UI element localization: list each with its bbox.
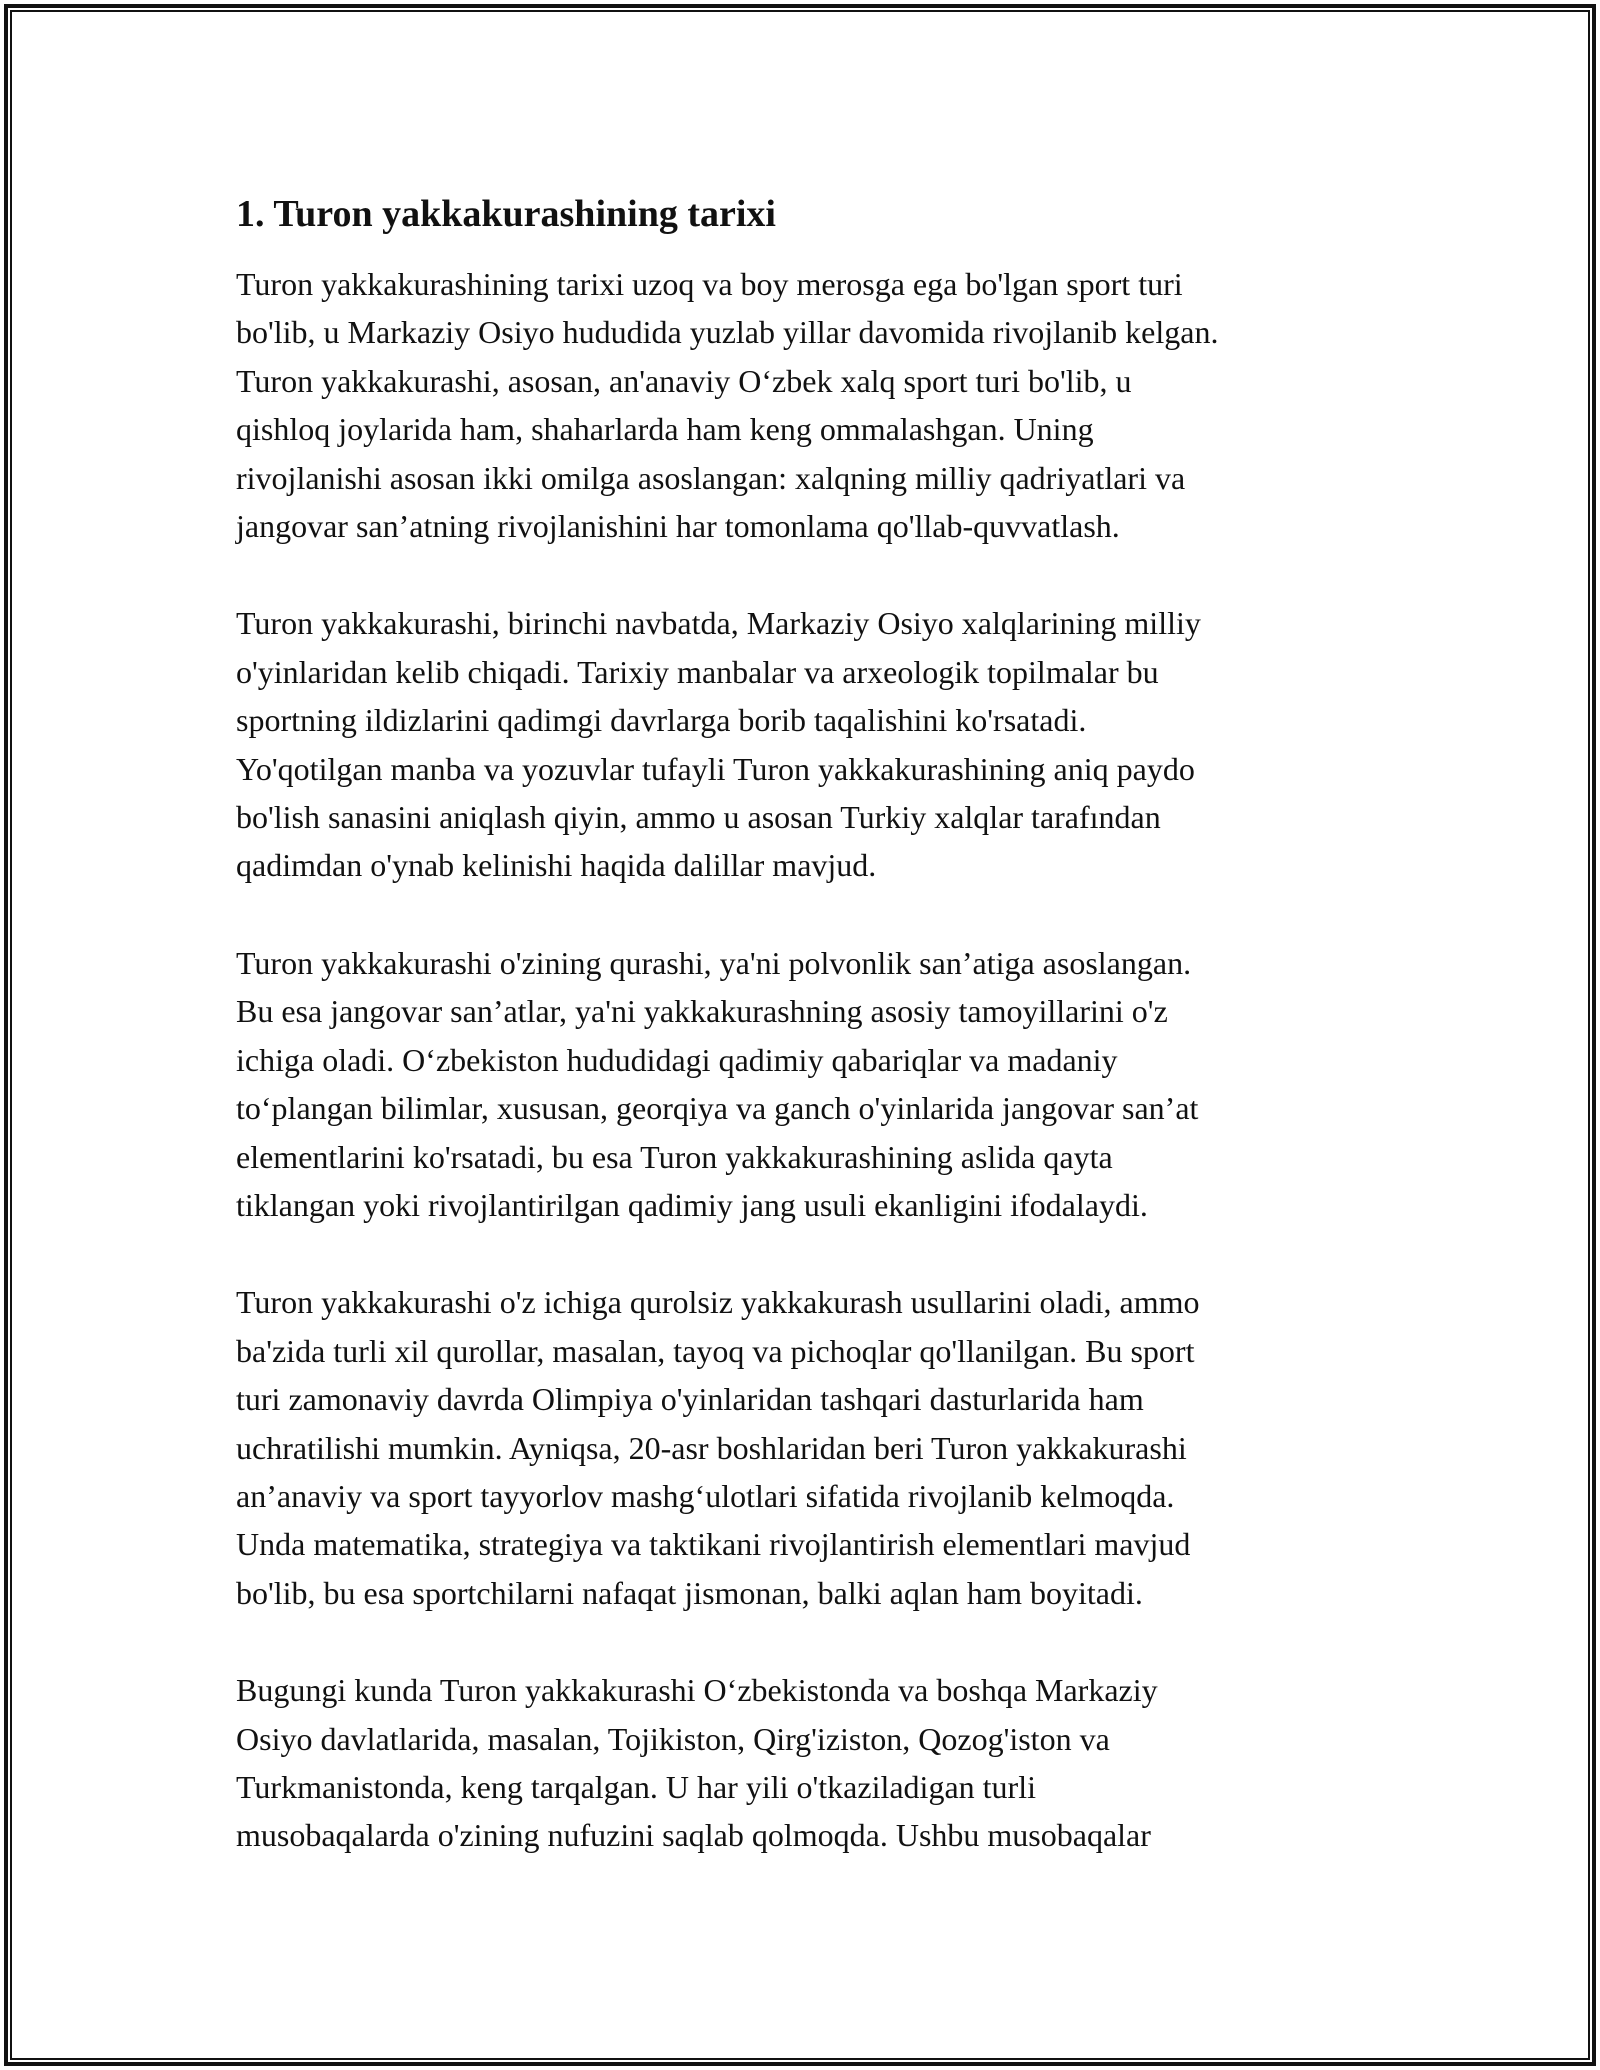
text-line: tiklangan yoki rivojlantirilgan qadimiy jang usuli ekanligini ifodalaydi. bbox=[236, 1186, 1148, 1223]
text-line: Unda matematika, strategiya va taktikani rivojlantirish elementlari mavjud bbox=[236, 1526, 1191, 1563]
text-line: elementlarini ko'rsatadi, bu esa Turon yakkakurashining aslida qayta bbox=[236, 1138, 1113, 1175]
text-line: bo'lib, bu esa sportchilarni nafaqat jismonan, balki aqlan ham boyitadi. bbox=[236, 1574, 1143, 1611]
text-line: ichiga oladi. O‘zbekiston hududidagi qadimiy qabariqlar va madaniy bbox=[236, 1041, 1118, 1078]
text-line: qadimdan o'ynab kelinishi haqida dalillar mavjud. bbox=[236, 847, 877, 884]
document-body bbox=[236, 186, 1396, 1860]
paragraph-5 bbox=[236, 1666, 1396, 1860]
text-line: Osiyo davlatlarida, masalan, Tojikiston, Qirg'iziston, Qozog'iston va bbox=[236, 1720, 1110, 1757]
text-line: to‘plangan bilimlar, xususan, georqiya va ganch o'yinlarida jangovar san’at bbox=[236, 1090, 1199, 1127]
text-line: musobaqalarda o'zining nufuzini saqlab qolmoqda. Ushbu musobaqalar bbox=[236, 1817, 1151, 1854]
text-line: jangovar san’atning rivojlanishini har tomonlama qo'llab-quvvatlash. bbox=[236, 508, 1120, 545]
text-line: Turon yakkakurashi o'zining qurashi, ya'ni polvonlik san’atiga asoslangan. bbox=[236, 944, 1192, 981]
text-line: qishloq joylarida ham, shaharlarda ham keng ommalashgan. Uning bbox=[236, 411, 1094, 448]
text-line: turi zamonaviy davrda Olimpiya o'yinlaridan tashqari dasturlarida ham bbox=[236, 1381, 1144, 1418]
text-line: bo'lish sanasini aniqlash qiyin, ammo u asosan Turkiy xalqlar tarafından bbox=[236, 799, 1161, 836]
section-heading: 1. Turon yakkakurashining tarixi bbox=[236, 193, 776, 235]
text-line: Bu esa jangovar san’atlar, ya'ni yakkakurashning asosiy tamoyillarini o'z bbox=[236, 993, 1168, 1030]
text-line: uchratilishi mumkin. Ayniqsa, 20-asr boshlaridan beri Turon yakkakurashi bbox=[236, 1429, 1187, 1466]
text-line: Yo'qotilgan manba va yozuvlar tufayli Turon yakkakurashining aniq paydo bbox=[236, 750, 1195, 787]
text-line: ba'zida turli xil qurollar, masalan, tayoq va pichoqlar qo'llanilgan. Bu sport bbox=[236, 1332, 1195, 1369]
paragraph-list bbox=[236, 260, 1396, 1860]
text-line: sportning ildizlarini qadimgi davrlarga borib taqalishini ko'rsatadi. bbox=[236, 702, 1087, 739]
paragraph-4 bbox=[236, 1278, 1396, 1617]
paragraph-1 bbox=[236, 260, 1396, 550]
text-line: Turon yakkakurashi, birinchi navbatda, Markaziy Osiyo xalqlarining milliy bbox=[236, 605, 1201, 642]
text-line: bo'lib, u Markaziy Osiyo hududida yuzlab yillar davomida rivojlanib kelgan. bbox=[236, 314, 1219, 351]
text-line: an’anaviy va sport tayyorlov mashg‘ulotlari sifatida rivojlanib kelmoqda. bbox=[236, 1477, 1175, 1514]
text-line: rivojlanishi asosan ikki omilga asoslangan: xalqning milliy qadriyatlari va bbox=[236, 459, 1186, 496]
text-line: Bugungi kunda Turon yakkakurashi O‘zbekistonda va boshqa Markaziy bbox=[236, 1672, 1158, 1709]
text-line: o'yinlaridan kelib chiqadi. Tarixiy manbalar va arxeologik topilmalar bu bbox=[236, 653, 1159, 690]
text-line: Turon yakkakurashining tarixi uzoq va boy merosga ega bo'lgan sport turi bbox=[236, 266, 1183, 302]
text-line: Turon yakkakurashi o'z ichiga qurolsiz yakkakurash usullarini oladi, ammo bbox=[236, 1284, 1200, 1321]
paragraph-2 bbox=[236, 599, 1396, 889]
paragraph-3 bbox=[236, 939, 1396, 1229]
text-line: Turkmanistonda, keng tarqalgan. U har yili o'tkaziladigan turli bbox=[236, 1768, 1036, 1805]
text-line: Turon yakkakurashi, asosan, an'anaviy O‘zbek xalq sport turi bo'lib, u bbox=[236, 362, 1132, 399]
